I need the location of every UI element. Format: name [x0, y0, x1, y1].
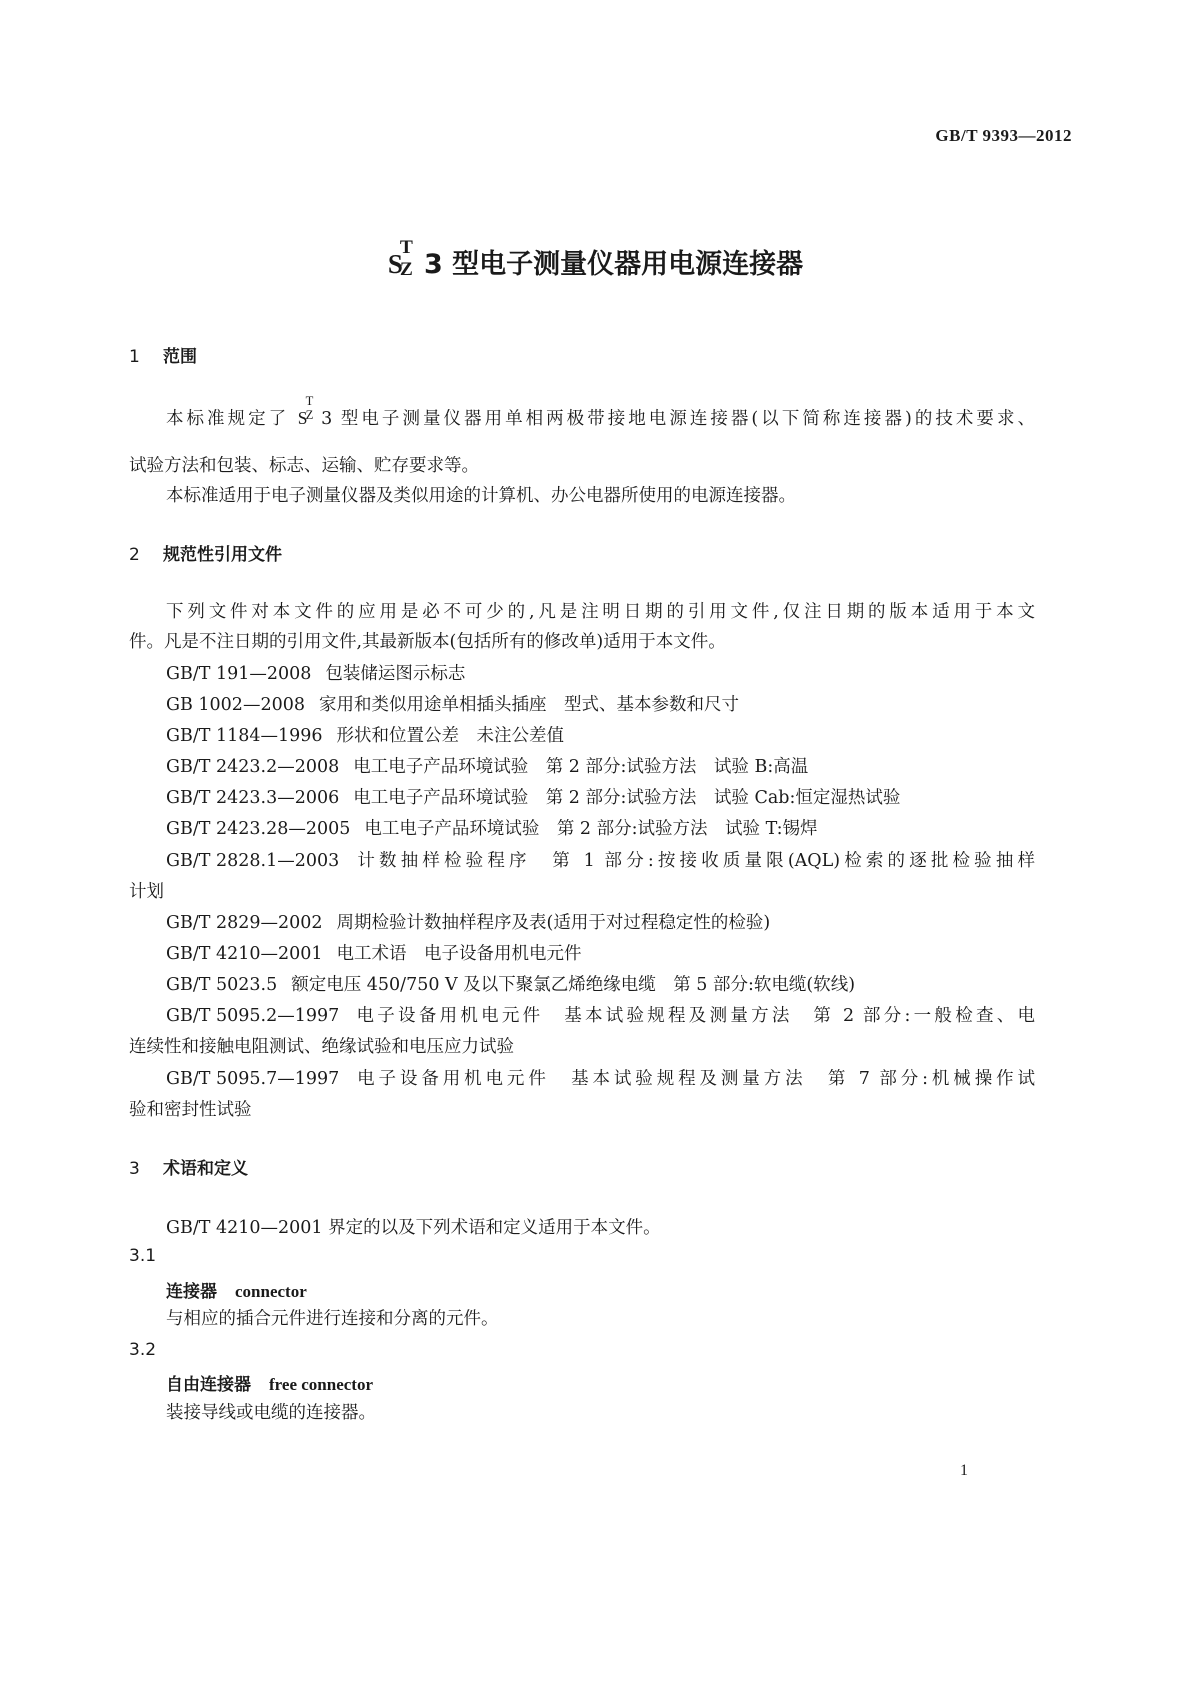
standard-code: GB/T 9393—2012	[935, 126, 1072, 145]
reference-title: 电工术语 电子设备用机电元件	[336, 944, 582, 964]
reference-title: 电子设备用机电元件 基本试验规程及测量方法 第 2 部分:一般检查、电	[353, 1006, 1035, 1026]
section-3-heading: 3 术语和定义	[129, 1159, 248, 1179]
reference-title: 额定电压 450/750 V 及以下聚氯乙烯绝缘电缆 第 5 部分:软电缆(软线)	[291, 975, 856, 995]
section-1-para-1-line-1: 本标准规定了 S T Z 3 型电子测量仪器用单相两极带接地电源连接器(以下简称连接器)的技术要求、	[166, 402, 1035, 435]
section-2-intro-line-1: 下列文件对本文件的应用是必不可少的,凡是注明日期的引用文件,仅注日期的版本适用于本文	[166, 602, 1035, 622]
term-zh: 自由连接器	[166, 1375, 251, 1395]
reference-code: GB/T 2829—2002	[166, 913, 323, 933]
section-2-intro-line-2: 件。凡是不注日期的引用文件,其最新版本(包括所有的修改单)适用于本文件。	[129, 632, 726, 652]
section-3-intro: GB/T 4210—2001 界定的以及下列术语和定义适用于本文件。	[166, 1218, 661, 1238]
reference-code: GB/T 2423.28—2005	[166, 819, 351, 839]
reference-item	[166, 782, 900, 814]
reference-item-continuation: 计划	[129, 882, 164, 902]
page-number: 1	[960, 1462, 968, 1479]
reference-title: 电工电子产品环境试验 第 2 部分:试验方法 试验 B:高温	[353, 757, 809, 777]
title-text: 3 型电子测量仪器用电源连接器	[423, 249, 804, 280]
reference-item	[166, 658, 465, 690]
reference-item	[166, 845, 1035, 877]
section-1-para-1-line-2: 试验方法和包装、标志、运输、贮存要求等。	[129, 456, 479, 476]
clause-number-3-2: 3.2	[129, 1340, 157, 1360]
section-1-para-2: 本标准适用于电子测量仪器及类似用途的计算机、办公电器所使用的电源连接器。	[166, 486, 796, 506]
document-title	[0, 237, 1191, 281]
reference-title: 电工电子产品环境试验 第 2 部分:试验方法 试验 Cab:恒定湿热试验	[353, 788, 901, 808]
reference-code: GB/T 4210—2001	[166, 944, 323, 964]
term-definition: 装接导线或电缆的连接器。	[166, 1403, 376, 1423]
reference-title: 包装储运图示标志	[325, 664, 466, 684]
reference-item	[166, 751, 808, 783]
reference-title: 形状和位置公差 未注公差值	[336, 726, 565, 746]
reference-item	[166, 907, 770, 939]
term-zh: 连接器	[166, 1282, 217, 1302]
reference-title: 电工电子产品环境试验 第 2 部分:试验方法 试验 T:锡焊	[364, 819, 818, 839]
reference-item	[166, 720, 564, 752]
reference-title: 计数抽样检验程序 第 1 部分:按接收质量限(AQL)检索的逐批检验抽样	[353, 851, 1035, 871]
reference-code: GB/T 2828.1—2003	[166, 851, 340, 871]
term-title	[166, 1370, 373, 1395]
reference-code: GB/T 1184—1996	[166, 726, 323, 746]
reference-item-continuation: 连续性和接触电阻测试、绝缘试验和电压应力试验	[129, 1037, 514, 1057]
clause-number-3-1: 3.1	[129, 1246, 157, 1266]
reference-title: 家用和类似用途单相插头插座 型式、基本参数和尺寸	[318, 695, 739, 715]
section-1-heading: 1 范围	[129, 347, 197, 367]
reference-code: GB/T 2423.2—2008	[166, 757, 340, 777]
reference-item	[166, 813, 818, 845]
section-2-heading: 2 规范性引用文件	[129, 545, 282, 565]
inline-symbol: S T Z	[297, 394, 314, 428]
reference-code: GB/T 5095.2—1997	[166, 1006, 340, 1026]
reference-title: 周期检验计数抽样程序及表(适用于对过程稳定性的检验)	[336, 913, 771, 933]
reference-item	[166, 1063, 1035, 1095]
reference-code: GB/T 191—2008	[166, 664, 312, 684]
title-symbol: S T Z	[387, 237, 413, 280]
term-en: connector	[235, 1282, 307, 1301]
reference-code: GB/T 5095.7—1997	[166, 1069, 340, 1089]
reference-item	[166, 689, 739, 721]
term-title	[166, 1277, 307, 1302]
term-en: free connector	[269, 1375, 373, 1394]
term-definition: 与相应的插合元件进行连接和分离的元件。	[166, 1309, 499, 1329]
reference-code: GB 1002—2008	[166, 695, 305, 715]
reference-item	[166, 1000, 1035, 1032]
reference-item	[166, 969, 855, 1001]
reference-code: GB/T 5023.5	[166, 975, 278, 995]
reference-code: GB/T 2423.3—2006	[166, 788, 340, 808]
reference-title: 电子设备用机电元件 基本试验规程及测量方法 第 7 部分:机械操作试	[353, 1069, 1035, 1089]
reference-item	[166, 938, 582, 970]
reference-item-continuation: 验和密封性试验	[129, 1100, 252, 1120]
